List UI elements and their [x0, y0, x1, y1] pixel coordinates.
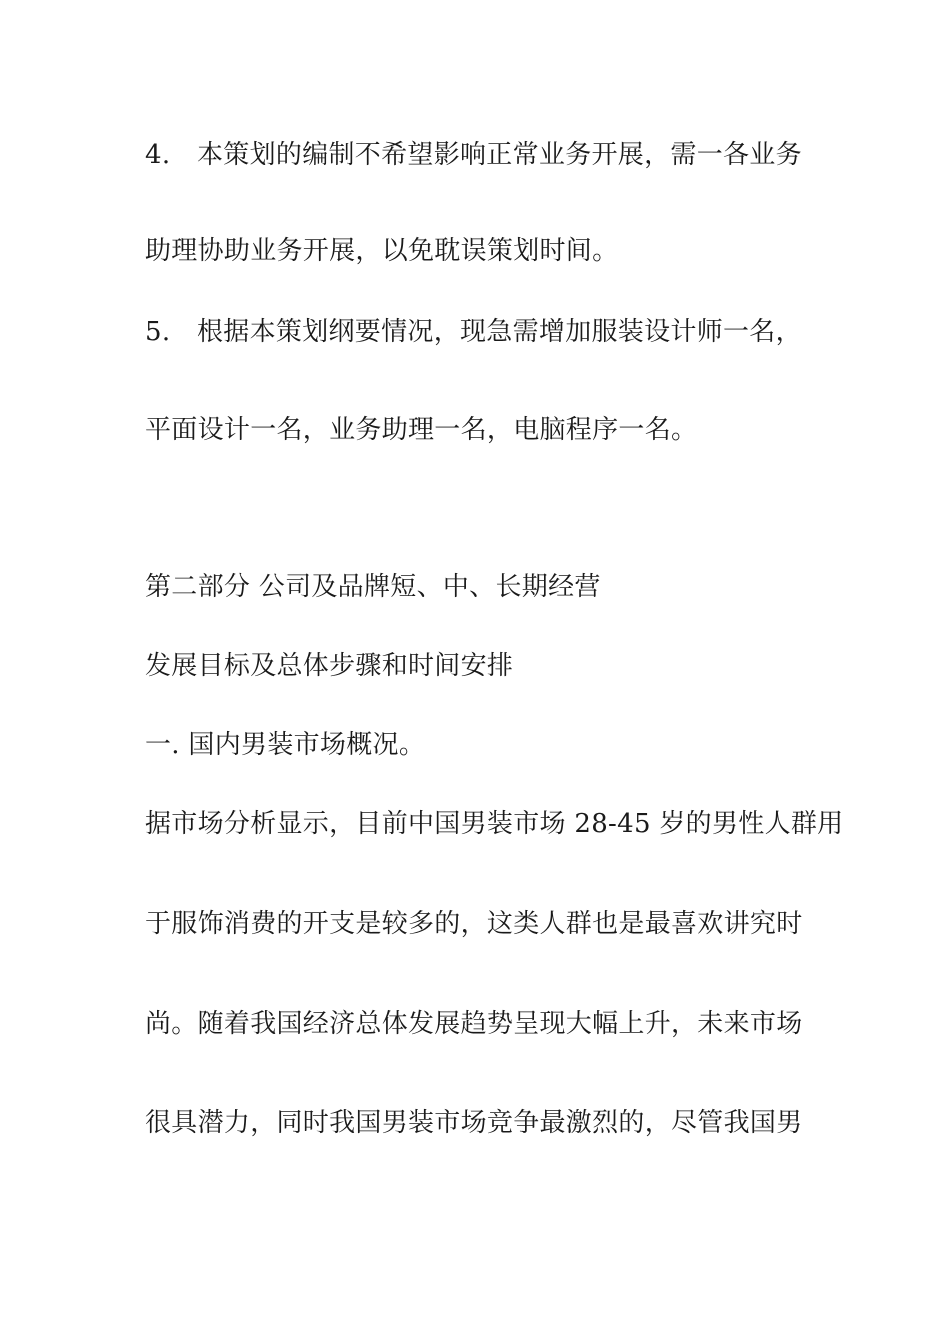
item-4-text: 本策划的编制不希望影响正常业务开展，需一各业务 — [197, 140, 802, 170]
paragraph-line-2: 于服饰消费的开支是较多的，这类人群也是最喜欢讲究时 — [145, 909, 803, 939]
item-5-number: 5. — [145, 317, 171, 347]
item-5-text: 根据本策划纲要情况，现急需增加服装设计师一名， — [197, 317, 802, 347]
paragraph-line-3: 尚。随着我国经济总体发展趋势呈现大幅上升，未来市场 — [145, 1009, 803, 1039]
paragraph-line-4: 很具潜力，同时我国男装市场竞争最激烈的，尽管我国男 — [145, 1108, 803, 1138]
item-5-line-2: 平面设计一名，业务助理一名，电脑程序一名。 — [145, 415, 698, 445]
item-4-line-2: 助理协助业务开展，以免耽误策划时间。 — [145, 236, 619, 266]
item-5-line-1 — [145, 316, 802, 348]
paragraph-line-1: 据市场分析显示，目前中国男装市场 28-45 岁的男性人群用 — [145, 809, 844, 839]
subsection-1-heading: 一. 国内男装市场概况。 — [145, 730, 426, 760]
item-4-line-1 — [145, 139, 802, 171]
section-2-heading-line-1: 第二部分 公司及品牌短、中、长期经营 — [145, 572, 601, 602]
item-4-number: 4. — [145, 140, 171, 170]
section-2-heading-line-2: 发展目标及总体步骤和时间安排 — [145, 651, 514, 681]
